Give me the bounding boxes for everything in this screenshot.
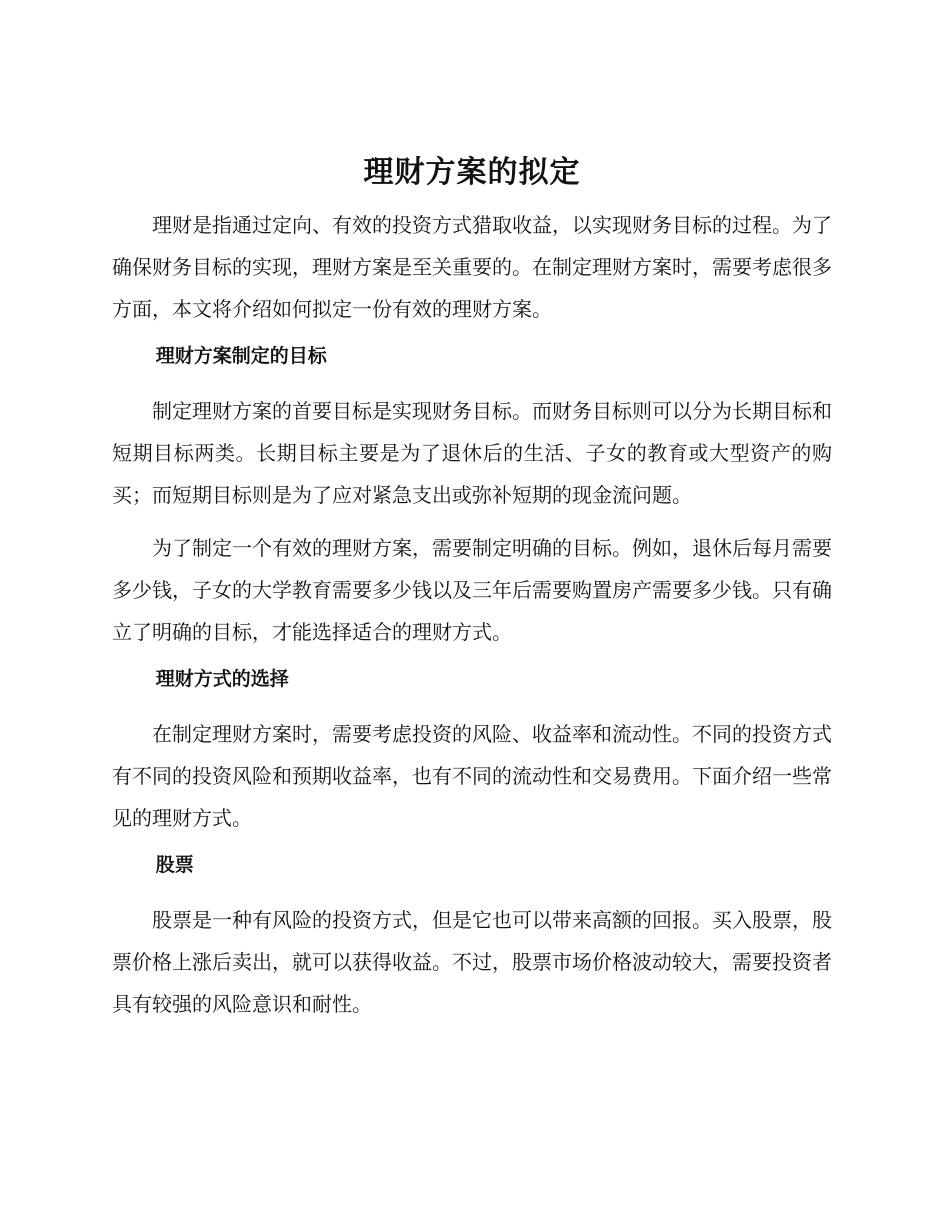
document-page [112,150,832,1036]
document-title: 理财方案的拟定 [363,155,581,190]
goals-paragraph-1: 制定理财方案的首要目标是实现财务目标。而财务目标则可以分为长期目标和短期目标两类。长期目标主要是为了退休后的生活、子女的教育或大型资产的购买；而短期目标则是为了应对紧急支出或弥补短期的现金流问题。 [112,399,832,507]
methods-paragraph-1: 在制定理财方案时，需要考虑投资的风险、收益率和流动性。不同的投资方式有不同的投资风险和预期收益率，也有不同的流动性和交易费用。下面介绍一些常见的理财方式。 [112,722,832,830]
section-heading-stocks: 股票 [155,854,194,876]
stocks-paragraph-1: 股票是一种有风险的投资方式，但是它也可以带来高额的回报。买入股票，股票价格上涨后卖出，就可以获得收益。不过，股票市场价格波动较大，需要投资者具有较强的风险意识和耐性。 [112,908,832,1016]
goals-paragraph-2: 为了制定一个有效的理财方案，需要制定明确的目标。例如，退休后每月需要多少钱，子女的大学教育需要多少钱以及三年后需要购置房产需要多少钱。只有确立了明确的目标，才能选择适合的理财方式。 [112,536,832,644]
section-heading-goals: 理财方案制定的目标 [155,345,327,367]
intro-paragraph: 理财是指通过定向、有效的投资方式猎取收益，以实现财务目标的过程。为了确保财务目标的实现，理财方案是至关重要的。在制定理财方案时，需要考虑很多方面，本文将介绍如何拟定一份有效的理财方案。 [112,213,832,321]
section-heading-methods: 理财方式的选择 [155,668,289,690]
